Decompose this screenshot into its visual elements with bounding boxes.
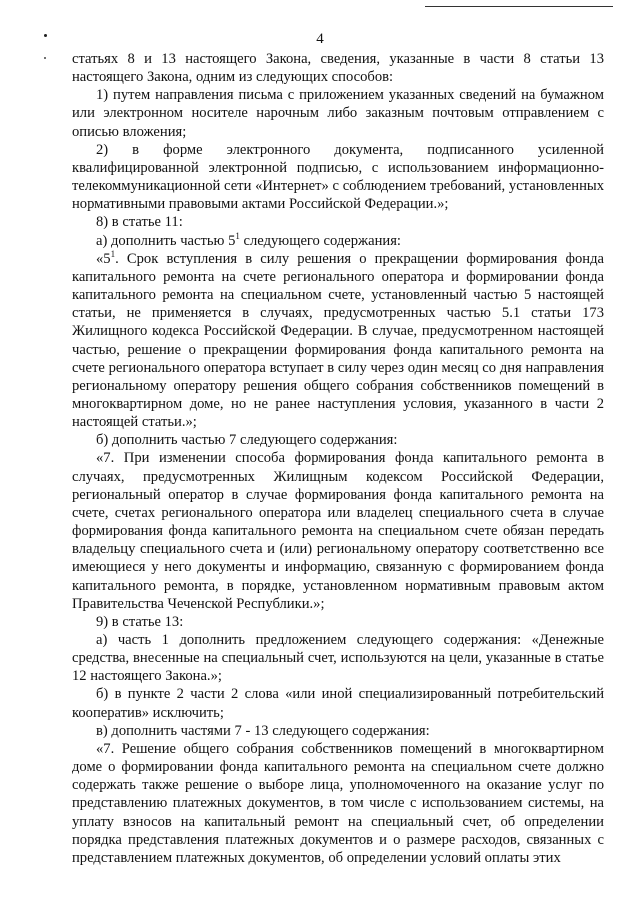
paragraph: «7. Решение общего собрания собственников помещений в многоквартирном доме о формировании фонда капитального ремонта на специальном счете должно содержать также решение о выборе лица, уполномоченного на оказание услуг по представлению платежных документов, в том числе с использованием системы, на уплату взносов на капитальный ремонт на специальный счет, об определении порядка представления платежных документов и о размере расходов, связанных с представлением платежных документов, об определении условий оплаты этих [72, 740, 604, 866]
paragraph: а) часть 1 дополнить предложением следующего содержания: «Денежные средства, внесенные на специальный счет, используются на цели, указанные в статье 12 настоящего Закона.»; [72, 632, 604, 685]
paragraph-text: «5 [96, 250, 111, 267]
paragraph-text: следующего содержания: [239, 232, 401, 249]
document-body [72, 50, 604, 867]
paragraph: 9) в статье 13: [96, 613, 184, 630]
superscript: 1 [110, 248, 116, 259]
superscript: 1 [235, 230, 240, 241]
paragraph: 2) в форме электронного документа, подписанного усиленной квалифицированной электронной подписью, с использованием информационно-телекоммуникационной сети «Интернет» с соблюдением требований, установленных нормативными правовыми актами Российской Федерации.»; [72, 141, 604, 213]
paragraph [72, 250, 604, 432]
paragraph: статьях 8 и 13 настоящего Закона, сведения, указанные в части 8 статьи 13 настоящего Закона, одним из следующих способов: [72, 51, 604, 86]
page-number: 4 [316, 31, 324, 47]
scan-mark [44, 57, 46, 59]
paragraph-text: . Срок вступления в силу решения о прекращении формирования фонда капитального ремонта на счете регионального оператора и формировании фонда капитального ремонта на специальном счете, установленный частью 5 настоящей статьи, не применяется в случаях, предусмотренных частью 5.1 статьи 173 Жилищного кодекса Российской Федерации. В случае, предусмотренном настоящей частью, решение о прекращении формирования фонда капитального ремонта на счете регионального оператора вступает в силу через один месяц со дня направления региональному оператору решения общего собрания собственников помещений в многоквартирном доме, но не ранее наступления условия, указанного в части 2 настоящей статьи.»; [72, 250, 604, 431]
paragraph: в) дополнить частями 7 - 13 следующего содержания: [96, 722, 430, 739]
paragraph: 1) путем направления письма с приложением указанных сведений на бумажном или электронном носителе нарочным либо заказным почтовым отправлением с описью вложения; [72, 87, 604, 140]
paragraph: б) в пункте 2 части 2 слова «или иной специализированный потребительский кооператив» исключить; [72, 686, 604, 721]
paragraph: 8) в статье 11: [96, 214, 183, 231]
paragraph-text: а) дополнить частью 5 [96, 232, 236, 249]
paragraph: б) дополнить частью 7 следующего содержания: [96, 432, 398, 449]
paragraph: «7. При изменении способа формирования фонда капитального ремонта в случаях, предусмотренных Жилищным кодексом Российской Федерации, региональный оператор в случае формирования фонда капитального ремонта на счете, счетах регионального оператора или владелец специального счета в случае формирования фонда капитального ремонта на специальном счете обязан передать владельцу специального счета и (или) региональному оператору соответственно все имеющиеся у него документы и информацию, связанную с формированием фонда капитального ремонта, в порядке, установленном нормативным правовым актом Правительства Чеченской Республики.»; [72, 450, 604, 612]
paragraph [72, 232, 604, 250]
top-rule [425, 6, 613, 7]
